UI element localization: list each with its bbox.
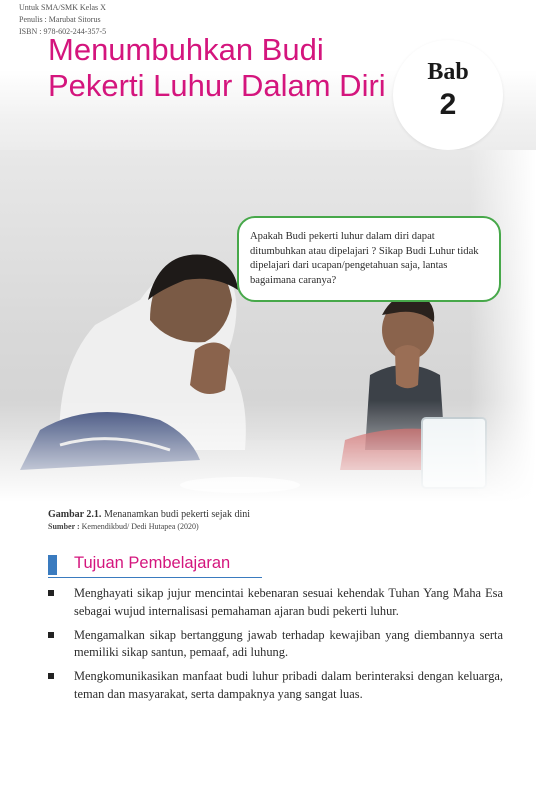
chapter-badge-label: Bab bbox=[427, 59, 469, 85]
figure-caption bbox=[48, 509, 250, 521]
chapter-title-line1: Menumbuhkan Budi bbox=[48, 32, 324, 67]
heading-underline bbox=[48, 577, 262, 579]
book-meta-line: Untuk SMA/SMK Kelas X bbox=[19, 3, 106, 12]
list-item bbox=[48, 585, 503, 620]
figure-label: Gambar 2.1. bbox=[48, 509, 102, 520]
figure-source bbox=[48, 522, 199, 532]
bullet-icon bbox=[48, 673, 54, 679]
objectives-list bbox=[48, 585, 503, 710]
objectives-title: Tujuan Pembelajaran bbox=[74, 554, 231, 572]
objective-text: Mengamalkan sikap bertanggung jawab terhadap kewajiban yang diembannya serta memiliki sikap santun, pemaaf, adi luhung. bbox=[74, 627, 503, 659]
speech-bubble: Apakah Budi pekerti luhur dalam diri dapat ditumbuhkan atau dipelajari ? Sikap Budi Luhur tidak dipelajari dari ucapan/pengetahuan saja, lantas bagaimana caranya? bbox=[237, 216, 501, 302]
objective-text: Mengkomunikasikan manfaat budi luhur pribadi dalam berinteraksi dengan keluarga, teman dan masyarakat, serta dampaknya yang sangat luas. bbox=[74, 669, 503, 701]
figure-source-text: Kemendikbud/ Dedi Hutapea (2020) bbox=[81, 522, 199, 531]
bullet-icon bbox=[48, 632, 54, 638]
chapter-photo bbox=[0, 150, 536, 502]
chapter-title bbox=[48, 32, 386, 104]
objectives-heading bbox=[48, 555, 262, 575]
figure-source-label: Sumber : bbox=[48, 522, 80, 531]
list-item bbox=[48, 627, 503, 662]
objective-text: Menghayati sikap jujur mencintai kebenaran sesuai kehendak Tuhan Yang Maha Esa sebagai wujud internalisasi pemahaman ajaran budi pekerti luhur. bbox=[74, 586, 503, 618]
chapter-title-line2: Pekerti Luhur Dalam Diri bbox=[48, 68, 386, 103]
photo-illustration bbox=[0, 150, 536, 502]
book-meta-isbn: ISBN : 978-602-244-357-5 bbox=[19, 27, 107, 36]
chapter-badge bbox=[393, 40, 503, 150]
heading-accent-bar bbox=[48, 555, 57, 575]
figure-caption-text: Menanamkan budi pekerti sejak dini bbox=[103, 509, 251, 520]
list-item bbox=[48, 668, 503, 703]
chapter-badge-number: 2 bbox=[439, 88, 457, 121]
bullet-icon bbox=[48, 590, 54, 596]
book-meta-author: Penulis : Marubat Sitorus bbox=[19, 15, 101, 24]
